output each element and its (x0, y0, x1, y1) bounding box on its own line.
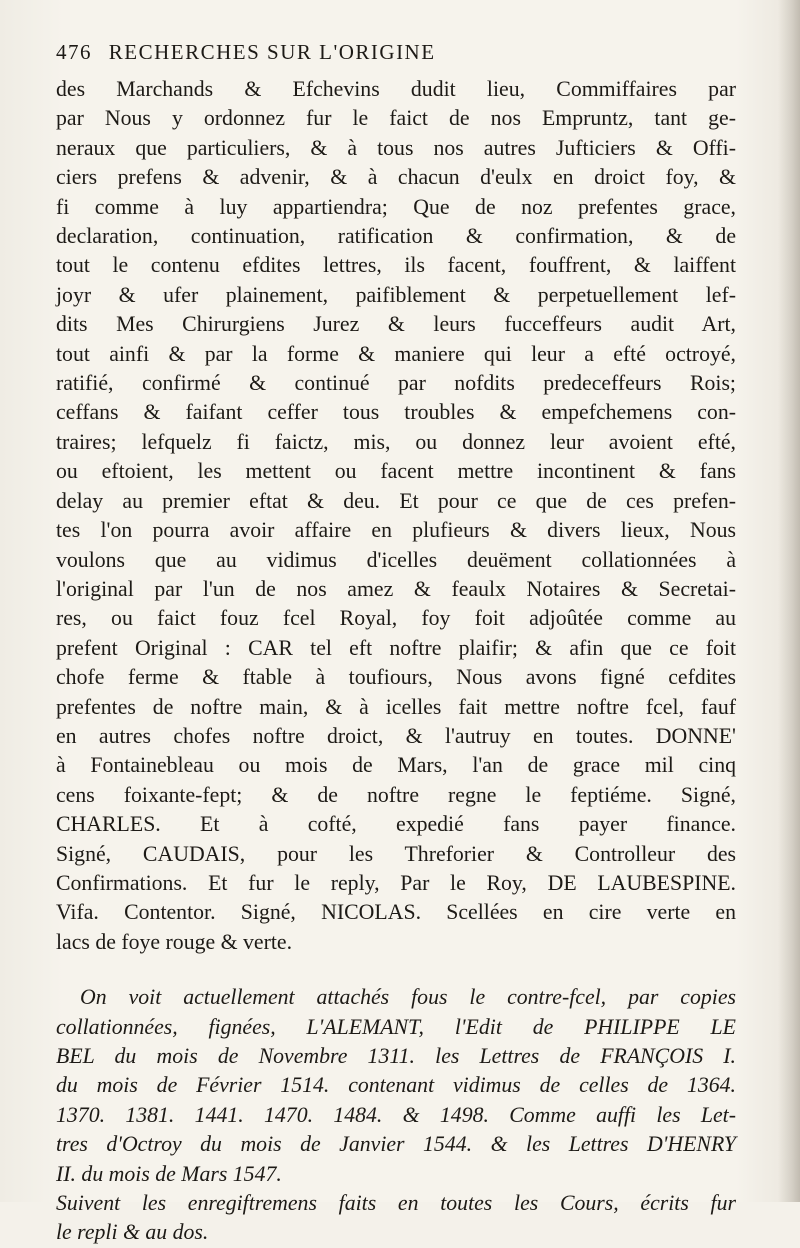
text-line: prefent Original : CAR tel eft noftre plaifir; & afin que ce foit (56, 635, 736, 660)
text-line: tres d'Octroy du mois de Janvier 1544. & les Lettres D'HENRY (56, 1132, 736, 1157)
text-line: traires; lefquelz fi faictz, mis, ou donnez leur avoient efté, (56, 429, 736, 454)
text-line: Vifa. Contentor. Signé, NICOLAS. Scellées en cire verte en (56, 900, 736, 925)
text-line: ou eftoient, les mettent ou facent mettre incontinent & fans (56, 459, 736, 484)
text-line: tout ainfi & par la forme & maniere qui leur a efté octroyé, (56, 341, 736, 366)
text-line: du mois de Février 1514. contenant vidimus de celles de 1364. (56, 1073, 736, 1098)
text-line: à Fontainebleau ou mois de Mars, l'an de grace mil cinq (56, 753, 736, 778)
text-line: l'original par l'un de nos amez & feaulx Notaires & Secretai- (56, 576, 736, 601)
text-line: en autres chofes noftre droict, & l'autruy en toutes. DONNE' (56, 723, 736, 748)
text-line: On voit actuellement attachés fous le contre-fcel, par copies (80, 985, 736, 1010)
running-title: RECHERCHES SUR L'ORIGINE (108, 40, 436, 64)
text-line: ceffans & faifant ceffer tous troubles & empefchemens con- (56, 400, 736, 425)
page-number: 476 (56, 40, 92, 64)
text-line: lacs de foye rouge & verte. (56, 929, 293, 954)
running-header (56, 40, 730, 65)
paragraph-gap (56, 957, 736, 983)
text-line: declaration, continuation, ratification & confirmation, & de (56, 224, 736, 249)
text-line: tout le contenu efdites lettres, ils facent, fouffrent, & laiffent (56, 253, 736, 278)
text-line: tes l'on pourra avoir affaire en plufieurs & divers lieux, Nous (56, 518, 736, 543)
text-line: res, ou faict fouz fcel Royal, foy foit adjoûtée comme au (56, 606, 736, 631)
text-line: ciers prefens & advenir, & à chacun d'eulx en droict foy, & (56, 165, 736, 190)
text-line: collationnées, fignées, L'ALEMANT, l'Edit de PHILIPPE LE (56, 1014, 736, 1039)
text-line: Suivent les enregiftremens faits en toutes les Cours, écrits fur (56, 1191, 736, 1216)
text-line: chofe ferme & ftable à toufiours, Nous avons figné cefdites (56, 665, 736, 690)
paragraph-letters-patent (56, 75, 736, 957)
text-line: cens foixante-fept; & de noftre regne le feptiéme. Signé, (56, 782, 736, 807)
text-line: des Marchands & Efchevins dudit lieu, Commiffaires par (56, 77, 736, 101)
text-line: delay au premier eftat & deu. Et pour ce que de ces prefen- (56, 488, 736, 513)
text-line: CHARLES. Et à cofté, expedié fans payer finance. (56, 812, 736, 837)
text-line: dits Mes Chirurgiens Jurez & leurs fucceffeurs audit Art, (56, 312, 736, 337)
text-line: Confirmations. Et fur le reply, Par le Roy, DE LAUBESPINE. (56, 870, 736, 895)
text-line: ratifié, confirmé & continué par nofdits predeceffeurs Rois; (56, 371, 736, 396)
text-line: Signé, CAUDAIS, pour les Threforier & Controlleur des (56, 841, 736, 866)
text-line: par Nous y ordonnez fur le faict de nos Empruntz, tant ge- (56, 106, 736, 131)
text-line: joyr & ufer plainement, paifiblement & perpetuellement lef- (56, 282, 736, 307)
text-line: II. du mois de Mars 1547. (56, 1161, 282, 1186)
paragraph-editorial-note (56, 983, 736, 1248)
text-line: prefentes de noftre main, & à icelles fait mettre noftre fcel, fauf (56, 694, 736, 719)
text-line: voulons que au vidimus d'icelles deuëment collationnées à (56, 547, 736, 572)
text-line: le repli & au dos. (56, 1220, 209, 1245)
text-line: neraux que particuliers, & à tous nos autres Jufticiers & Offi- (56, 135, 736, 160)
text-line: 1370. 1381. 1441. 1470. 1484. & 1498. Comme auffi les Let- (56, 1102, 736, 1127)
text-line: BEL du mois de Novembre 1311. les Lettres de FRANÇOIS I. (56, 1044, 736, 1068)
body-text (56, 75, 736, 1248)
text-line: fi comme à luy appartiendra; Que de noz prefentes grace, (56, 194, 736, 219)
